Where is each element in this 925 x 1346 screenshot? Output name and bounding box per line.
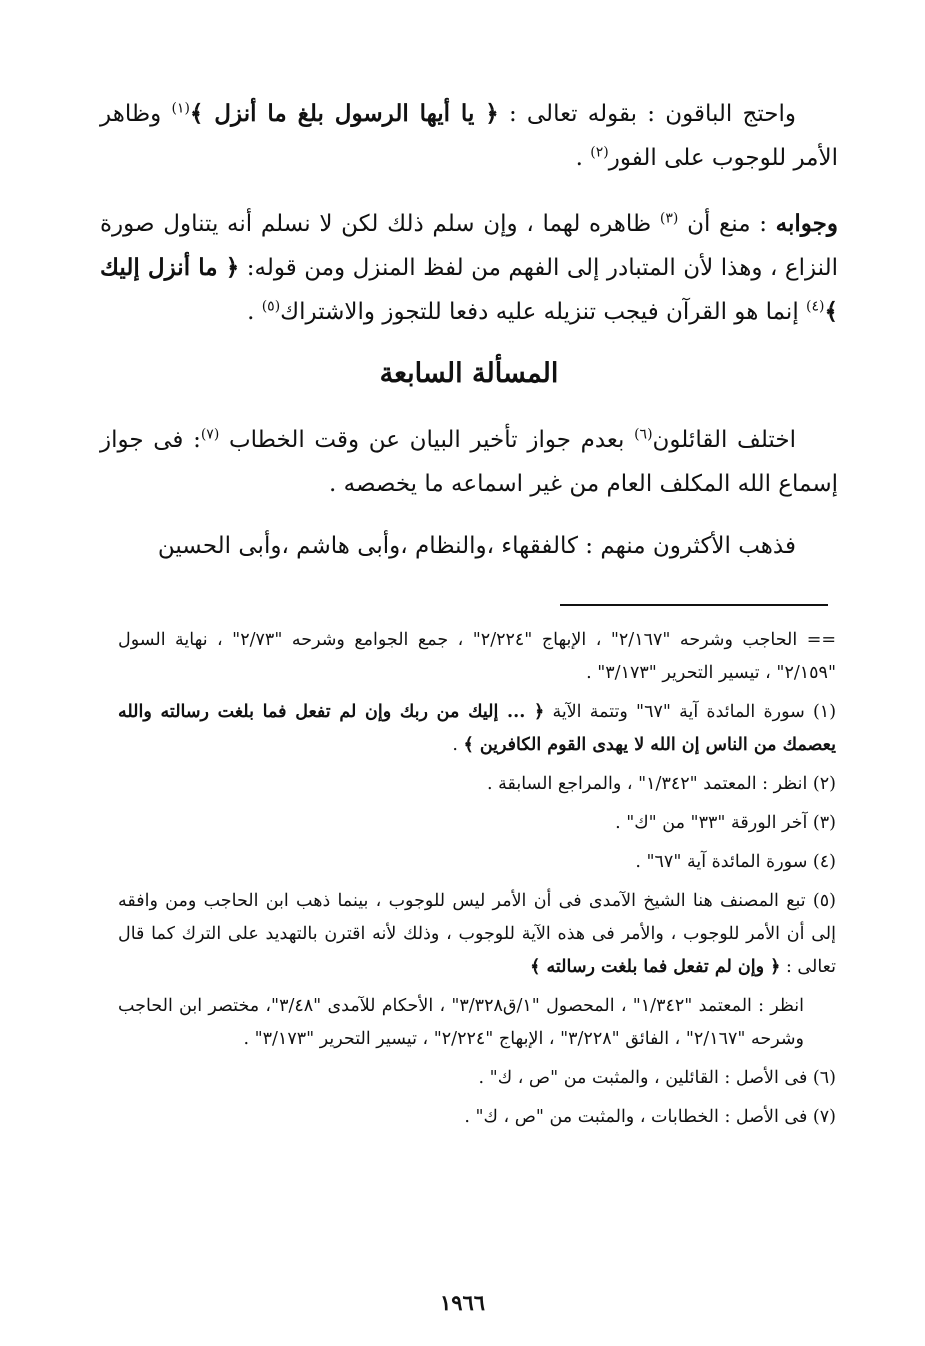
para1-text-b: وظاهر الأمر للوجوب على الفور xyxy=(100,101,838,171)
page-number: ١٩٦٦ xyxy=(439,1290,486,1315)
footnote-7: (٧) فى الأصل : الخطابات ، والمثبت من "ص ، ك" . xyxy=(464,1107,836,1127)
footnote-6: (٦) فى الأصل : القائلين ، والمثبت من "ص ، ك" . xyxy=(478,1068,836,1088)
footnote-ref-4: (٤) xyxy=(806,298,825,315)
para2-end: . xyxy=(247,299,262,325)
footnote-ref-7: (٧) xyxy=(200,426,220,443)
para3-text-c: : فى جواز إسماع الله المكلف العام من غير اسماعه ما يخصصه . xyxy=(100,427,838,497)
footnote-1 xyxy=(118,696,836,762)
footnote-ref-1: (١) xyxy=(171,100,190,117)
section-heading: المسألة السابعة xyxy=(379,358,559,389)
para2-text-b: ظاهره لهما ، وإن سلم ذلك لكن لا نسلم أنه يتناول صورة النزاع ، وهذا لأن المتبادر إلى الفهم من لفظ المنزل ومن قوله: xyxy=(100,211,839,281)
footnote-ref-2: (٢) xyxy=(590,144,609,161)
footnote-3: (٣) آخر الورقة "٣٣" من "ك" . xyxy=(615,813,836,833)
para2-lead: وجوابه xyxy=(775,210,838,237)
para1-end: . xyxy=(575,145,591,171)
footnote-ref-6: (٦) xyxy=(634,426,653,443)
para3-text-b: بعدم جواز تأخير البيان عن وقت الخطاب xyxy=(219,427,635,453)
paragraph-3 xyxy=(100,418,838,506)
paragraph-1 xyxy=(100,92,838,180)
footnotes xyxy=(118,624,836,1140)
para2-text-a: : منع أن xyxy=(678,211,776,237)
paragraph-2 xyxy=(100,202,838,334)
footnote-1-text: سورة المائدة آية "٦٧" وتتمة الآية xyxy=(544,702,813,722)
quran-quote-1: ﴿ يا أيها الرسول بلغ ما أنزل ﴾ xyxy=(189,100,499,127)
paragraph-4: فذهب الأكثرون منهم : كالفقهاء ،والنظام ،وأبى هاشم ،وأبى الحسين xyxy=(157,533,796,559)
footnote-1-quote: ﴿ ... إليك من ربك وإن لم تفعل فما بلغت رسالته والله يعصمك من الناس إن الله لا يهدى القوم الكافرين ﴾ xyxy=(118,702,836,755)
footnote-5-references: انظر : المعتمد "١/٣٤٢" ، المحصول "١/ق٣/٣٢٨" ، الأحكام للآمدى "٣/٤٨"، مختصر ابن الحاجب وشرحه "٢/١٦٧" ، الفائق "٣/٢٢٨" ، الإبهاج "٢/٢٢٤" ، تيسير التحرير "٣/١٧٣" . xyxy=(118,996,805,1049)
footnote-5-text: (٥) تبع المصنف هنا الشيخ الآمدى فى أن الأمر ليس للوجوب ، بينما ذهب ابن الحاجب ومن وافقه إلى أن الأمر للوجوب ، والأمر فى هذه الآية للوجوب ، وذلك لأنه اقترن بالتهديد على الترك كما قال تعالى : xyxy=(118,891,836,977)
para1-text-a: واحتج الباقون : بقوله تعالى : xyxy=(508,101,797,127)
footnote-continued: == الحاجب وشرحه "٢/١٦٧" ، الإبهاج "٢/٢٢٤" ، جمع الجوامع وشرحه "٢/٧٣" ، نهاية السول "٢/١٥٩" ، تيسير التحرير "٣/١٧٣" . xyxy=(118,630,837,683)
footnote-1-number: (١) xyxy=(812,702,837,722)
footnote-2: (٢) انظر : المعتمد "١/٣٤٢" ، والمراجع السابقة . xyxy=(486,774,836,794)
quran-quote-2: ﴿ ما أنزل إليك ﴾ xyxy=(100,254,838,325)
footnote-1-end: . xyxy=(452,735,464,755)
footnote-ref-5: (٥) xyxy=(261,298,281,315)
footnote-ref-3: (٣) xyxy=(659,210,679,227)
footnote-5-quote: ﴿ وإن لم تفعل فما بلغت رسالته ﴾ xyxy=(530,957,781,977)
para2-text-c: إنما هو القرآن فيجب تنزيله عليه دفعا للتجوز والاشتراك xyxy=(280,299,807,325)
para3-text-a: اختلف القائلون xyxy=(652,427,796,453)
footnote-separator xyxy=(560,604,828,606)
footnote-5 xyxy=(118,885,836,984)
footnote-4: (٤) سورة المائدة آية "٦٧" . xyxy=(635,852,836,872)
